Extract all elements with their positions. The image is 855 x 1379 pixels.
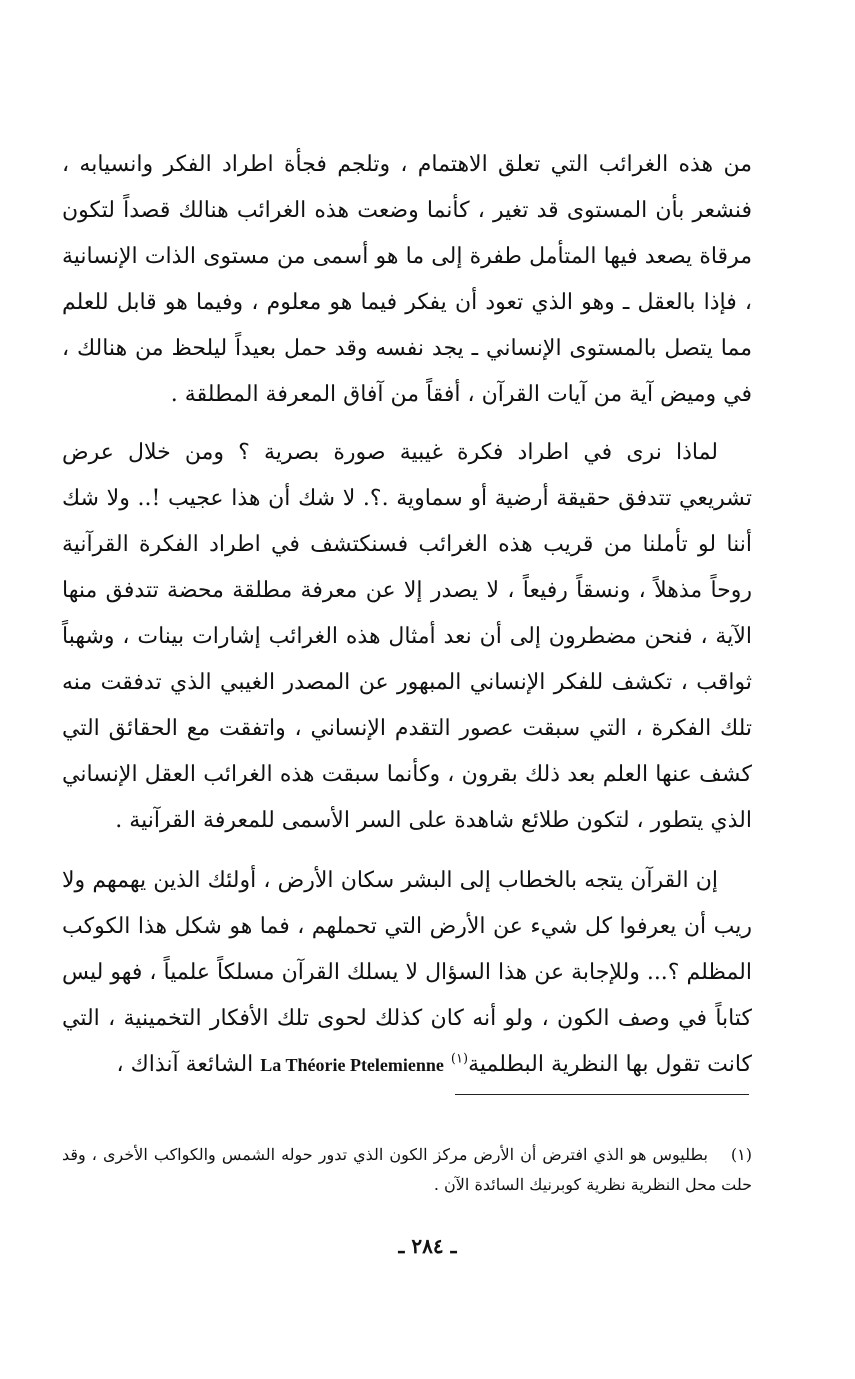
paragraph-3-text-end: الشائعة آنذاك ، (116, 1052, 254, 1077)
footnote-reference: (١) (450, 1051, 469, 1067)
latin-term: La Théorie Ptelemienne (260, 1055, 444, 1075)
footnote (62, 1140, 752, 1200)
paragraph-1: من هذه الغرائب التي تعلق الاهتمام ، وتلجم فجأة اطراد الفكر وانسيابه ، فنشعر بأن المستوى قد تغير ، كأنما وضعت هذه الغرائب هنالك قصداً لتكون مرقاة يصعد فيها المتأمل طفرة إلى ما هو أسمى من مستوى الذات الإنسانية ، فإذا بالعقل ـ وهو الذي تعود أن يفكر فيما هو معلوم ، وفيما هو قابل للعلم مما يتصل بالمستوى الإنساني ـ يجد نفسه وقد حمل بعيداً ليلحظ من هنالك ، في وميض آية من آيات القرآن ، أفقاً من آفاق المعرفة المطلقة . (62, 152, 752, 407)
paragraph-3 (62, 858, 752, 1088)
footnote-separator (455, 1094, 749, 1095)
page-number: ـ ٢٨٤ ـ (398, 1234, 457, 1258)
footnote-text: بطليوس هو الذي افترض أن الأرض مركز الكون الذي تدور حوله الشمس والكواكب الأخرى ، وقد حلت محل النظرية نظرية كوبرنيك السائدة الآن . (62, 1145, 752, 1194)
footnote-number: (١) (730, 1145, 753, 1164)
paragraph-3-text: إن القرآن يتجه بالخطاب إلى البشر سكان الأرض ، أولئك الذين يهمهم ولا ريب أن يعرفوا كل شيء عن الأرض التي تحملهم ، فما هو شكل هذا الكوكب المظلم ؟... وللإجابة عن هذا السؤال لا يسلك القرآن مسلكاً علمياً ، فهو ليس كتاباً في وصف الكون ، ولو أنه كان كذلك لحوى تلك الأفكار التخمينية ، التي كانت تقول بها النظرية البطلمية (62, 868, 752, 1077)
paragraph-2: لماذا نرى في اطراد فكرة غيبية صورة بصرية ؟ ومن خلال عرض تشريعي تتدفق حقيقة أرضية أو سماوية .؟. لا شك أن هذا عجيب !.. ولا شك أننا لو تأملنا من قريب هذه الغرائب فسنكتشف في اطراد الفكرة القرآنية روحاً مذهلاً ، ونسقاً رفيعاً ، لا يصدر إلا عن معرفة مطلقة محضة تتدفق منها الآية ، فنحن مضطرون إلى أن نعد أمثال هذه الغرائب إشارات بينات ، وشهباً ثواقب ، تكشف للفكر الإنساني المبهور عن المصدر الغيبي الذي تدفقت منه تلك الفكرة ، التي سبقت عصور التقدم الإنساني ، واتفقت مع الحقائق التي كشف عنها العلم بعد ذلك بقرون ، وكأنما سبقت هذه الغرائب العقل الإنساني الذي يتطور ، لتكون طلائع شاهدة على السر الأسمى للمعرفة القرآنية . (62, 440, 752, 833)
